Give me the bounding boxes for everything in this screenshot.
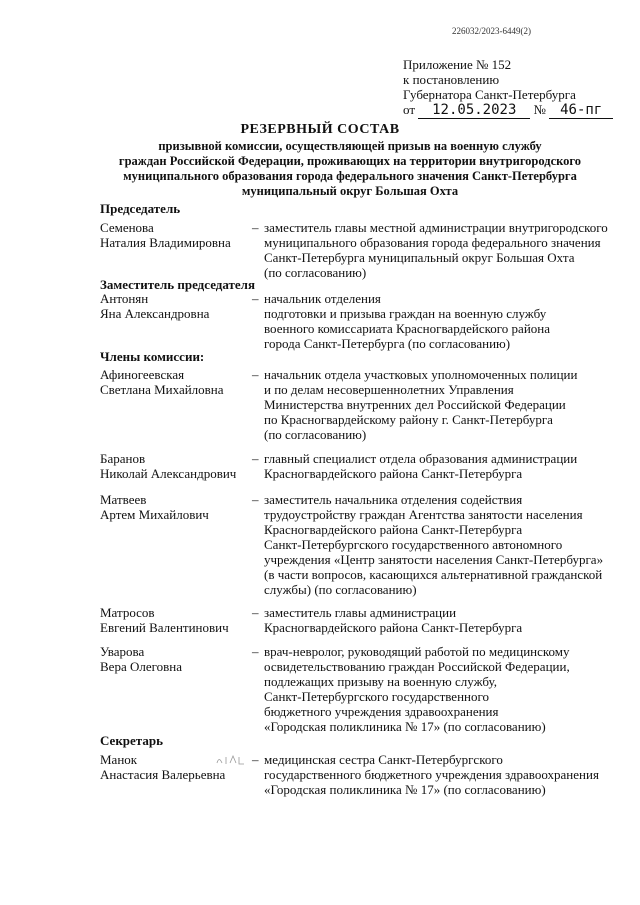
member-name: Афиногеевская Светлана Михайловна (100, 367, 224, 397)
member-name: Матросов Евгений Валентинович (100, 605, 229, 635)
member-name: Антонян Яна Александровна (100, 291, 210, 321)
appendix-date-row (403, 102, 623, 119)
decree-number: 46-пг (549, 103, 613, 119)
subtitle-line: призывной комиссии, осуществляющей призыв на военную службу (158, 139, 542, 153)
dash: – (252, 605, 259, 620)
member-name: Уварова Вера Олеговна (100, 644, 182, 674)
dash: – (252, 752, 259, 767)
number-label: № (533, 102, 546, 117)
appendix-line: Приложение № 152 (403, 57, 512, 72)
member-position: начальник отделения подготовки и призыва граждан на военную службу военного комиссариата Красногвардейского района города Санкт-Петербурга (по согласованию) (264, 291, 551, 351)
from-label: от (403, 102, 416, 117)
member-name: Матвеев Артем Михайлович (100, 492, 209, 522)
appendix-line: Губернатора Санкт-Петербурга (403, 87, 576, 102)
dash: – (252, 220, 259, 235)
section-chairman: Председатель (100, 201, 181, 216)
section-members: Члены комиссии: (100, 349, 205, 364)
subtitle-line: граждан Российской Федерации, проживающих на территории внутригородского (118, 154, 582, 168)
subtitle-line: муниципальный округ Большая Охта (241, 184, 459, 198)
faint-stamp-mark (215, 753, 249, 767)
member-position: медицинская сестра Санкт-Петербургского государственного бюджетного учреждения здравоохранения «Городская поликлиника № 17» (по согласованию) (264, 752, 599, 797)
appendix-block (403, 57, 623, 119)
member-name: Манок Анастасия Валерьевна (100, 752, 226, 782)
member-position: врач-невролог, руководящий работой по медицинскому освидетельствованию граждан Российской Федерации, подлежащих призыву на военную службу, Санкт-Петербургского государственного бюджетного учреждения здравоохранения «Городская поликлиника № 17» (по согласованию) (264, 644, 570, 734)
dash: – (252, 492, 259, 507)
section-deputy: Заместитель председателя (100, 277, 256, 292)
member-position: начальник отдела участковых уполномоченных полиции и по делам несовершеннолетних Управления Министерства внутренних дел Российской Федерации по Красногвардейскому району г. Санкт-Петербурга (по согласованию) (264, 367, 578, 442)
member-position: заместитель начальника отделения содействия трудоустройству граждан Агентства занятости населения Красногвардейского района Санкт-Петербурга Санкт-Петербургского государственного автономного учреждения «Центр занятости населения Санкт-Петербурга» (в части вопросов, касающихся альтернативной гражданской службы) (по согласованию) (264, 492, 604, 597)
member-position: главный специалист отдела образования администрации Красногвардейского района Санкт-Петербурга (264, 451, 578, 481)
document-subtitle (100, 139, 600, 199)
section-secretary: Секретарь (100, 733, 163, 748)
dash: – (252, 367, 259, 382)
member-name: Семенова Наталия Владимировна (100, 220, 231, 250)
document-title: РЕЗЕРВНЫЙ СОСТАВ (240, 122, 400, 137)
appendix-line: к постановлению (403, 72, 500, 87)
decree-date: 12.05.2023 (418, 103, 530, 119)
member-name: Баранов Николай Александрович (100, 451, 237, 481)
dash: – (252, 291, 259, 306)
dash: – (252, 644, 259, 659)
document-number: 226032/2023-6449(2) (452, 26, 531, 36)
subtitle-line: муниципального образования города федерального значения Санкт-Петербурга (123, 169, 577, 183)
member-position: заместитель главы местной администрации внутригородского муниципального образования города федерального значения Санкт-Петербурга муниципальный округ Большая Охта (по согласованию) (264, 220, 608, 280)
dash: – (252, 451, 259, 466)
member-position: заместитель главы администрации Красногвардейского района Санкт-Петербурга (264, 605, 523, 635)
